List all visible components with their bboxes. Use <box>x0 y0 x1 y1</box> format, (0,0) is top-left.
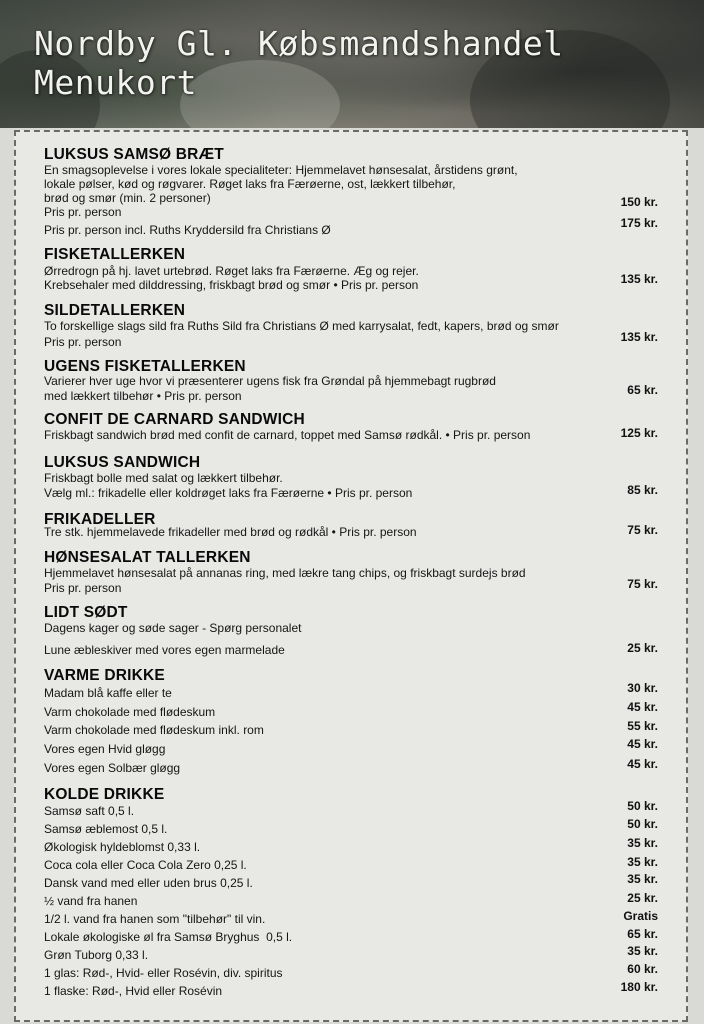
section-desc: Krebsehaler med dilddressing, friskbagt brød og smør • Pris pr. person <box>44 278 419 292</box>
section-desc: Vælg ml.: frikadelle eller koldrøget laks fra Færøerne • Pris pr. person <box>44 486 413 500</box>
menu-item-name: Varm chokolade med flødeskum inkl. rom <box>44 723 264 737</box>
menu-item-name: Lokale økologiske øl fra Samsø Bryghus 0,5 l. <box>44 930 293 944</box>
menu-item-name: Samsø æblemost 0,5 l. <box>44 822 168 836</box>
menu-item-price: 75 kr. <box>627 577 658 591</box>
menu-item-price: 25 kr. <box>627 891 658 905</box>
menu-item-price: 50 kr. <box>627 817 658 831</box>
section-title-sildetallerken: SILDETALLERKEN <box>44 302 186 319</box>
menu-item-name: Madam blå kaffe eller te <box>44 686 172 700</box>
menu-item-price: 35 kr. <box>627 872 658 886</box>
menu-item-price: 135 kr. <box>620 330 658 344</box>
title-line-2: Menukort <box>34 63 197 102</box>
menu-item-name: Økologisk hyldeblomst 0,33 l. <box>44 840 201 854</box>
section-title-fisketallerken: FISKETALLERKEN <box>44 246 186 263</box>
menu-item-price: 65 kr. <box>627 927 658 941</box>
menu-item-name: Samsø saft 0,5 l. <box>44 804 135 818</box>
section-title-ugens-fisketallerken: UGENS FISKETALLERKEN <box>44 358 246 375</box>
section-desc: Friskbagt bolle med salat og lækkert tilbehør. <box>44 471 283 485</box>
section-desc: Tre stk. hjemmelavede frikadeller med brød og rødkål • Pris pr. person <box>44 525 417 539</box>
section-desc: Friskbagt sandwich brød med confit de carnard, toppet med Samsø rødkål. • Pris pr. person <box>44 428 531 442</box>
section-desc: Pris pr. person <box>44 581 122 595</box>
section-desc: Hjemmelavet hønsesalat på annanas ring, med lækre tang chips, og friskbagt surdejs brød <box>44 566 526 580</box>
menu-item-price: 50 kr. <box>627 799 658 813</box>
menu-item-price: 150 kr. <box>620 195 658 209</box>
menu-item-name: ½ vand fra hanen <box>44 894 138 908</box>
menu-item-name: 1 flaske: Rød-, Hvid eller Rosévin <box>44 984 223 998</box>
menu-item-price: 135 kr. <box>620 272 658 286</box>
section-desc: brød og smør (min. 2 personer) <box>44 191 211 205</box>
menu-item-name: Vores egen Solbær gløgg <box>44 761 181 775</box>
section-title-luksus-braet: LUKSUS SAMSØ BRÆT <box>44 146 224 163</box>
menu-item-price: 65 kr. <box>627 383 658 397</box>
menu-item-name: Dansk vand med eller uden brus 0,25 l. <box>44 876 253 890</box>
menu-item-name: Vores egen Hvid gløgg <box>44 742 166 756</box>
menu-card <box>14 130 688 1022</box>
menu-item-price: 175 kr. <box>620 216 658 230</box>
section-desc: To forskellige slags sild fra Ruths Sild fra Christians Ø med karrysalat, fedt, kapers, brød og smør <box>44 319 559 333</box>
page-title <box>34 24 564 102</box>
section-title-luksus-sandwich: LUKSUS SANDWICH <box>44 454 201 471</box>
menu-item-price: Gratis <box>623 909 658 923</box>
menu-item-price: 35 kr. <box>627 855 658 869</box>
menu-item-name: Varm chokolade med flødeskum <box>44 705 216 719</box>
menu-item-name: 1/2 l. vand fra hanen som "tilbehør" til vin. <box>44 912 266 926</box>
menu-item-price: 45 kr. <box>627 700 658 714</box>
title-line-1: Nordby Gl. Købsmandshandel <box>34 24 564 63</box>
menu-item-price: 55 kr. <box>627 719 658 733</box>
section-desc: Ørredrogn på hj. lavet urtebrød. Røget laks fra Færøerne. Æg og rejer. <box>44 264 419 278</box>
menu-item-price: 35 kr. <box>627 836 658 850</box>
menu-item-price: 125 kr. <box>620 426 658 440</box>
menu-item-price: 75 kr. <box>627 523 658 537</box>
menu-item-name: 1 glas: Rød-, Hvid- eller Rosévin, div. spiritus <box>44 966 283 980</box>
section-title-frikadeller: FRIKADELLER <box>44 511 156 528</box>
menu-item-price: 35 kr. <box>627 944 658 958</box>
menu-item-name: Grøn Tuborg 0,33 l. <box>44 948 149 962</box>
section-desc: Varierer hver uge hvor vi præsenterer ugens fisk fra Grøndal på hjemmebagt rugbrød <box>44 374 496 388</box>
section-desc: med lækkert tilbehør • Pris pr. person <box>44 389 242 403</box>
section-title-confit: CONFIT DE CARNARD SANDWICH <box>44 411 305 428</box>
menu-item-name: Pris pr. person <box>44 205 122 219</box>
menu-item-name: Coca cola eller Coca Cola Zero 0,25 l. <box>44 858 247 872</box>
section-desc: En smagsoplevelse i vores lokale specialiteter: Hjemmelavet hønsesalat, årstidens grønt, <box>44 163 518 177</box>
section-title-lidt-sodt: LIDT SØDT <box>44 604 128 621</box>
section-title-varme-drikke: VARME DRIKKE <box>44 667 165 684</box>
menu-item-price: 85 kr. <box>627 483 658 497</box>
menu-item-price: 25 kr. <box>627 641 658 655</box>
section-desc: lokale pølser, kød og røgvarer. Røget laks fra Færøerne, ost, lækkert tilbehør, <box>44 177 456 191</box>
menu-item-price: 60 kr. <box>627 962 658 976</box>
section-title-honsesalat: HØNSESALAT TALLERKEN <box>44 549 251 566</box>
header-photo <box>0 0 704 128</box>
section-title-kolde-drikke: KOLDE DRIKKE <box>44 786 165 803</box>
menu-item-price: 45 kr. <box>627 737 658 751</box>
menu-item-price: 30 kr. <box>627 681 658 695</box>
section-desc: Dagens kager og søde sager - Spørg personalet <box>44 621 302 635</box>
section-desc: Pris pr. person <box>44 335 122 349</box>
menu-item-price: 180 kr. <box>620 980 658 994</box>
menu-item-price: 45 kr. <box>627 757 658 771</box>
menu-item-name: Pris pr. person incl. Ruths Kryddersild fra Christians Ø <box>44 223 331 237</box>
menu-item-name: Lune æbleskiver med vores egen marmelade <box>44 643 285 657</box>
